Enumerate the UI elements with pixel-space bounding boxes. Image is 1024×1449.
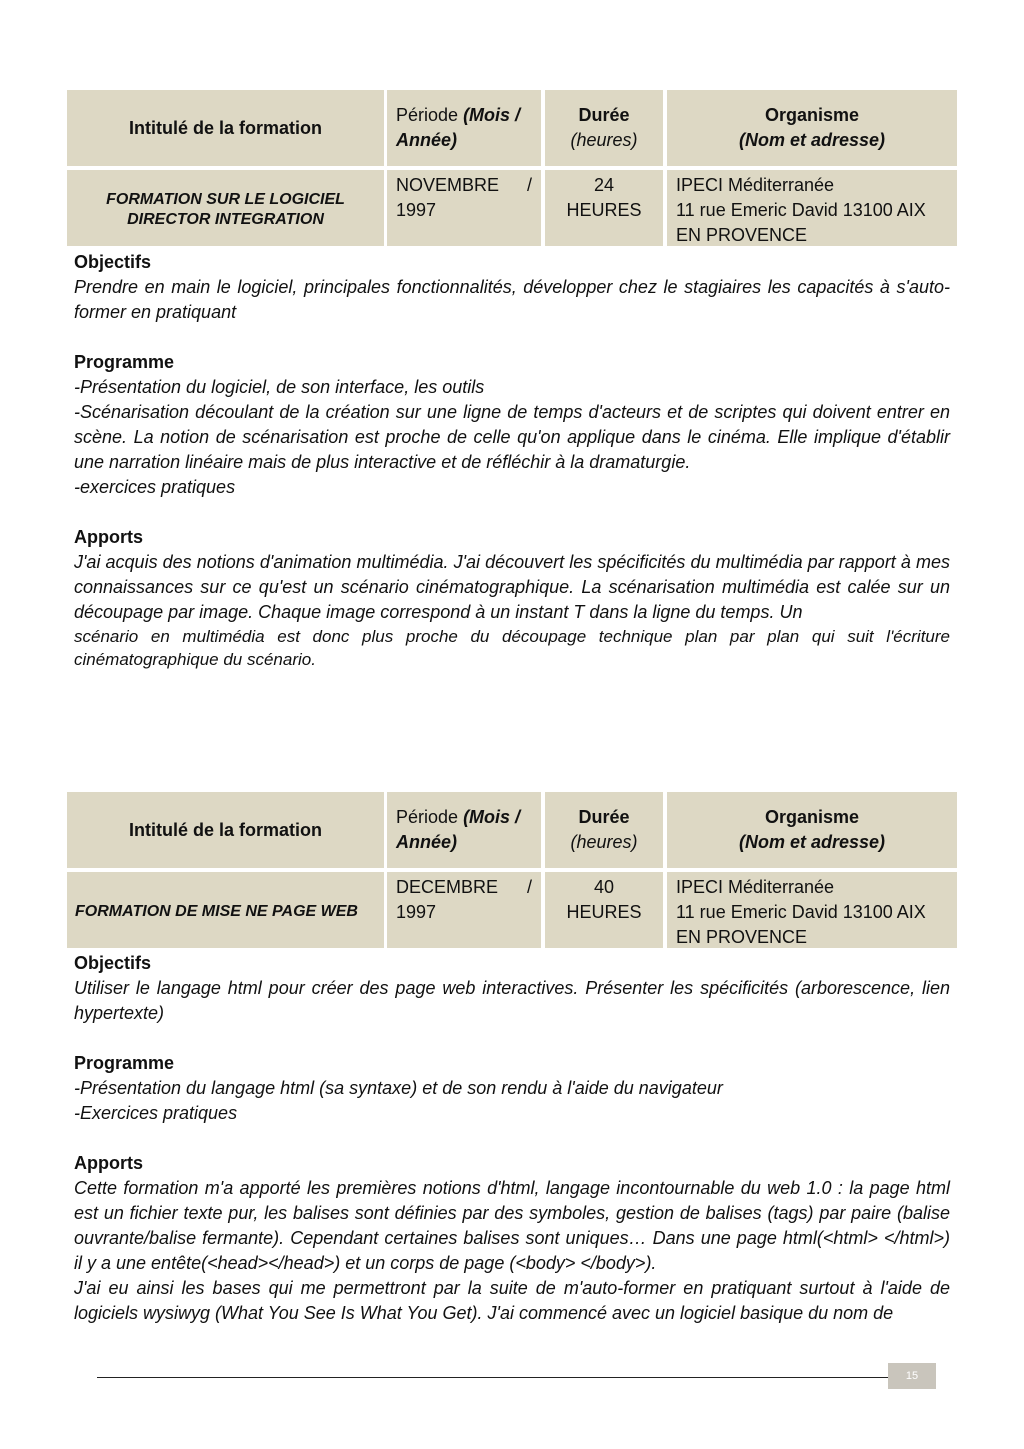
header-organisme: Organisme (Nom et adresse) (667, 90, 957, 166)
header-intitule: Intitulé de la formation (67, 90, 384, 166)
course-periode: DECEMBRE / 1997 (387, 872, 541, 948)
course-duree: 24 HEURES (545, 170, 663, 246)
course-title: FORMATION SUR LE LOGICIEL DIRECTOR INTEGRATION (67, 170, 384, 246)
apports-heading: Apports (74, 527, 143, 547)
programme-heading: Programme (74, 1053, 175, 1073)
programme-line: -Présentation du logiciel, de son interface, les outils (74, 377, 485, 397)
objectifs-heading: Objectifs (74, 252, 152, 272)
formation-table-1 (67, 90, 957, 246)
header-periode: Période (Mois / Année) (387, 90, 541, 166)
table-data-row (67, 872, 957, 948)
formation-1-body (74, 250, 950, 671)
course-organisme: IPECI Méditerranée 11 rue Emeric David 13100 AIX EN PROVENCE (667, 872, 957, 948)
course-title: FORMATION DE MISE NE PAGE WEB (67, 872, 384, 948)
objectifs-text: Utiliser le langage html pour créer des page web interactives. Présenter les spécificités (arborescence, lien hypertexte) (74, 978, 950, 1023)
programme-line: -Exercices pratiques (74, 1103, 238, 1123)
apports-text: J'ai acquis des notions d'animation multimédia. J'ai découvert les spécificités du multimédia par rapport à mes connaissances sur ce qu'est un scénario cinématographique. La scénarisation multimédia est calée sur un découpage par image. Chaque image correspond à un instant T dans la ligne du temps. Un (74, 552, 950, 622)
table-header-row (67, 90, 957, 166)
course-duree: 40 HEURES (545, 872, 663, 948)
programme-line: -exercices pratiques (74, 477, 236, 497)
table-data-row (67, 170, 957, 246)
footer-divider (97, 1377, 890, 1378)
header-intitule: Intitulé de la formation (67, 792, 384, 868)
table-header-row (67, 792, 957, 868)
apports-text: Cette formation m'a apporté les premières notions d'html, langage incontournable du web 1.0 : la page html est un fichier texte pur, les balises sont définies par des symboles, gestion de balises (tags) par paire (balise ouvrante/balise fermante). Cependant certaines balises sont uniques… Dans une page html(<html> </html>) il y a une entête(<head></head>) et un corps de page (<body> </body>). (74, 1178, 950, 1273)
course-organisme: IPECI Méditerranée 11 rue Emeric David 13100 AIX EN PROVENCE (667, 170, 957, 246)
course-periode: NOVEMBRE / 1997 (387, 170, 541, 246)
objectifs-heading: Objectifs (74, 953, 152, 973)
objectifs-text: Prendre en main le logiciel, principales fonctionnalités, développer chez le stagiaires les capacités à s'auto-former en pratiquant (74, 277, 950, 322)
apports-heading: Apports (74, 1153, 143, 1173)
header-periode: Période (Mois / Année) (387, 792, 541, 868)
programme-heading: Programme (74, 352, 175, 372)
header-duree: Durée (heures) (545, 792, 663, 868)
header-organisme: Organisme (Nom et adresse) (667, 792, 957, 868)
programme-line: -Scénarisation découlant de la création sur une ligne de temps d'acteurs et de scriptes qui doivent entrer en scène. La notion de scénarisation est proche de celle qu'on applique dans le cinéma. Elle implique d'établir une narration linéaire mais de plus interactive et de réfléchir à la dramaturgie. (74, 402, 950, 472)
apports-text-continued: scénario en multimédia est donc plus proche du découpage technique plan par plan qui suit l'écriture cinématographique du scénario. (74, 627, 950, 669)
programme-line: -Présentation du langage html (sa syntaxe) et de son rendu à l'aide du navigateur (74, 1078, 723, 1098)
formation-table-2 (67, 792, 957, 948)
apports-text-continued: J'ai eu ainsi les bases qui me permettront par la suite de m'auto-former en pratiquant surtout à l'aide de logiciels wysiwyg (What You See Is What You Get). J'ai commencé avec un logiciel basique du nom de (74, 1278, 950, 1323)
page-number: 15 (888, 1363, 936, 1389)
formation-2-body (74, 951, 950, 1326)
header-duree: Durée (heures) (545, 90, 663, 166)
